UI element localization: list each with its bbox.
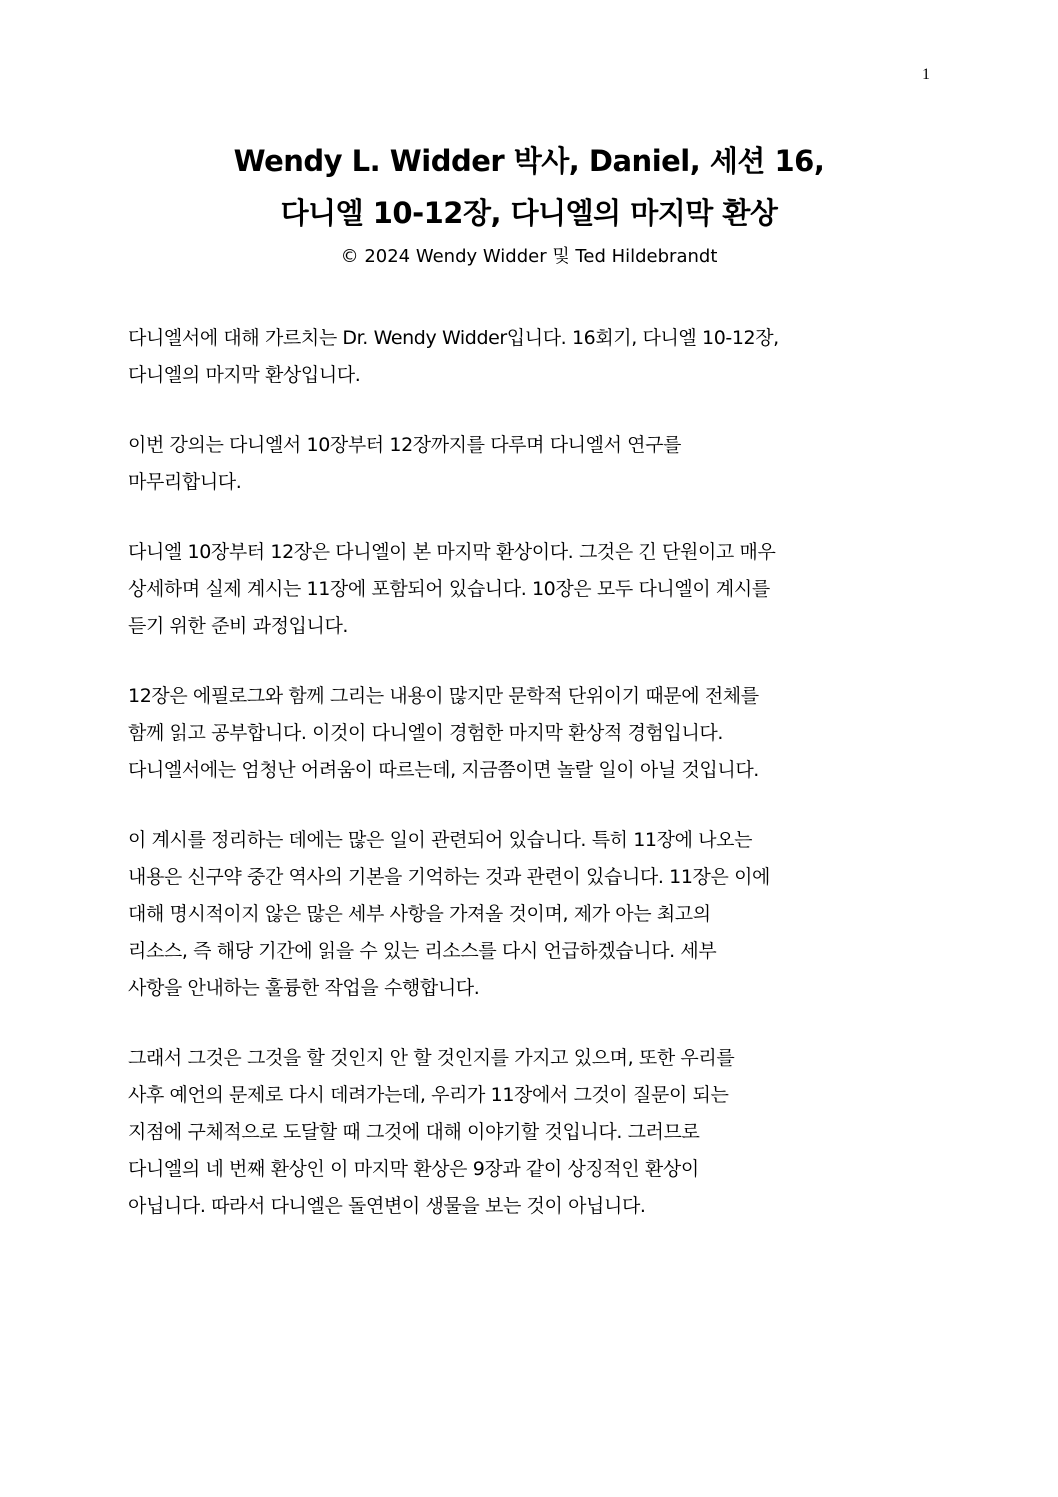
document-header (0, 135, 1058, 271)
paragraph-3 (128, 534, 938, 645)
paragraph-line: 12장은 에필로그와 함께 그리는 내용이 많지만 문학적 단위이기 때문에 전체를 (128, 685, 759, 707)
paragraph-line: 리소스, 즉 해당 기간에 읽을 수 있는 리소스를 다시 언급하겠습니다. 세부 (128, 940, 717, 962)
paragraph-5 (128, 822, 938, 1007)
paragraph-line: 다니엘서에 대해 가르치는 Dr. Wendy Widder입니다. 16회기, 다니엘 10-12장, (128, 327, 779, 349)
paragraph-1 (128, 320, 938, 394)
page-number: 1 (922, 66, 930, 83)
paragraph-line: 마무리합니다. (128, 471, 242, 493)
paragraph-line: 함께 읽고 공부합니다. 이것이 다니엘이 경험한 마지막 환상적 경험입니다. (128, 722, 724, 744)
paragraph-line: 다니엘서에는 엄청난 어려움이 따르는데, 지금쯤이면 놀랄 일이 아닐 것입니다. (128, 759, 759, 781)
paragraph-6 (128, 1040, 938, 1225)
paragraph-line: 듣기 위한 준비 과정입니다. (128, 615, 349, 637)
paragraph-line: 다니엘의 네 번째 환상인 이 마지막 환상은 9장과 같이 상징적인 환상이 (128, 1158, 699, 1180)
paragraph-line: 그래서 그것은 그것을 할 것인지 안 할 것인지를 가지고 있으며, 또한 우리를 (128, 1047, 735, 1069)
paragraph-line: 이 계시를 정리하는 데에는 많은 일이 관련되어 있습니다. 특히 11장에 나오는 (128, 829, 753, 851)
paragraph-line: 사후 예언의 문제로 다시 데려가는데, 우리가 11장에서 그것이 질문이 되는 (128, 1084, 729, 1106)
paragraph-line: 상세하며 실제 계시는 11장에 포함되어 있습니다. 10장은 모두 다니엘이 계시를 (128, 578, 770, 600)
paragraph-line: 이번 강의는 다니엘서 10장부터 12장까지를 다루며 다니엘서 연구를 (128, 434, 682, 456)
transcript-body (128, 320, 938, 1258)
paragraph-line: 사항을 안내하는 훌륭한 작업을 수행합니다. (128, 977, 480, 999)
paragraph-line: 내용은 신구약 중간 역사의 기본을 기억하는 것과 관련이 있습니다. 11장은 이에 (128, 866, 770, 888)
paragraph-line: 다니엘의 마지막 환상입니다. (128, 364, 361, 386)
paragraph-2 (128, 427, 938, 501)
paragraph-line: 아닙니다. 따라서 다니엘은 돌연변이 생물을 보는 것이 아닙니다. (128, 1195, 646, 1217)
copyright-notice: © 2024 Wendy Widder 및 Ted Hildebrandt (340, 246, 718, 267)
paragraph-line: 다니엘 10장부터 12장은 다니엘이 본 마지막 환상이다. 그것은 긴 단원이고 매우 (128, 541, 776, 563)
paragraph-4 (128, 678, 938, 789)
paragraph-line: 대해 명시적이지 않은 많은 세부 사항을 가져올 것이며, 제가 아는 최고의 (128, 903, 711, 925)
title-line-1: Wendy L. Widder 박사, Daniel, 세션 16, (233, 144, 825, 178)
paragraph-line: 지점에 구체적으로 도달할 때 그것에 대해 이야기할 것입니다. 그러므로 (128, 1121, 700, 1143)
title-line-2: 다니엘 10-12장, 다니엘의 마지막 환상 (280, 196, 778, 230)
